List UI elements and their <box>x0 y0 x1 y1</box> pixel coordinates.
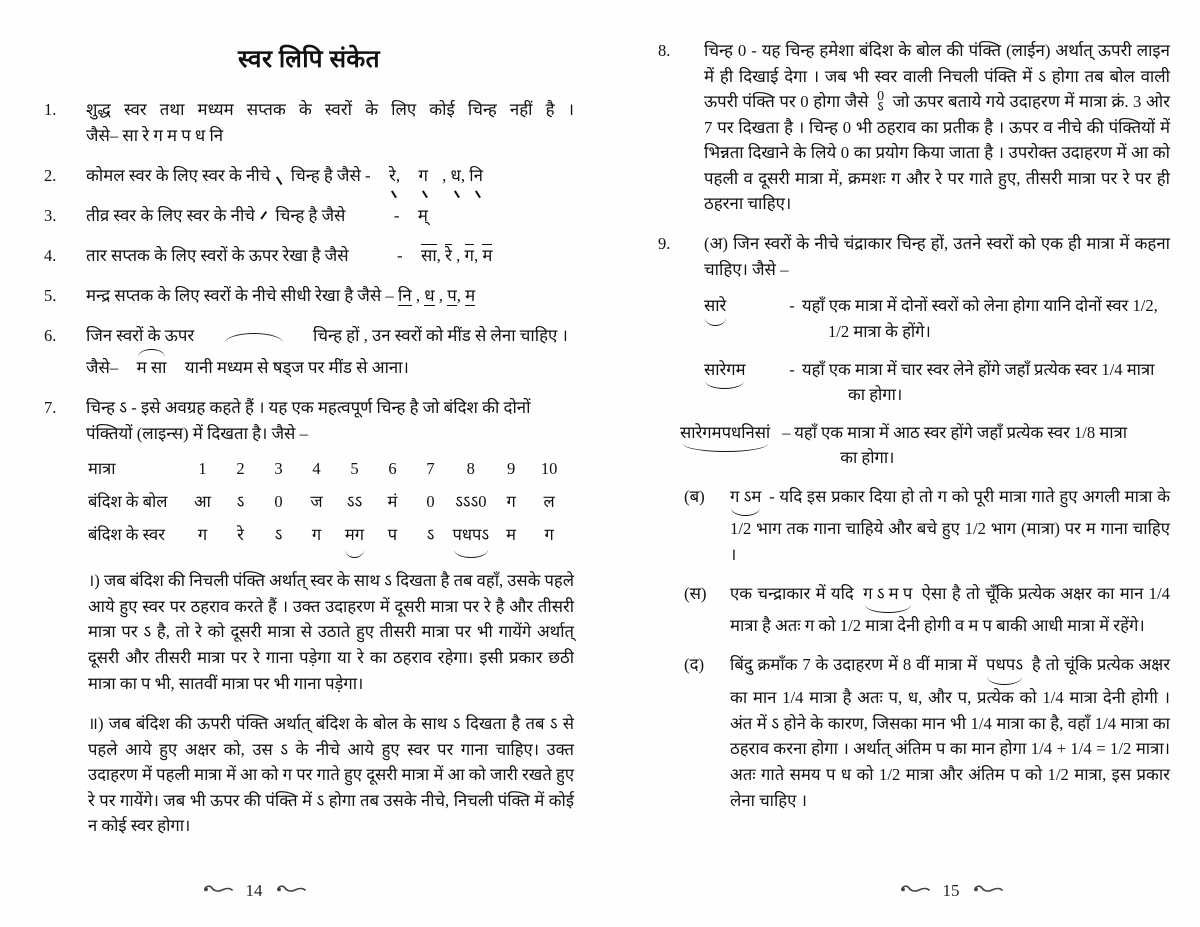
item-text: चिन्ह है जैसे - <box>290 165 371 185</box>
row-label: मात्रा <box>88 459 116 479</box>
swar-cell: ऽ <box>426 525 435 545</box>
item-number: 1. <box>44 100 57 119</box>
example-text-cont: का होगा। <box>848 384 903 404</box>
explanation-paragraph-2 <box>88 711 574 839</box>
bol-cell: ल <box>543 492 555 512</box>
list-item-9 <box>658 231 1170 282</box>
stacked-symbol <box>877 88 885 116</box>
item-body <box>704 38 1170 217</box>
lettered-text-before: बिंदु क्रमाँक 7 के उदाहरण में 8 वीं मात्रा में <box>730 655 978 675</box>
item-body <box>86 395 574 839</box>
page-title: स्वर लिपि संकेत <box>238 46 380 73</box>
item-number: 3. <box>44 205 57 225</box>
item-line: शुद्ध स्वर तथा मध्यम सप्तक के स्वरों के लिए कोई चिन्ह नहीं है । <box>86 100 574 119</box>
item-number: 8. <box>658 41 671 60</box>
chandra-term: सारेगमपधनिसां <box>680 420 770 452</box>
explanation-paragraph-1 <box>88 568 574 696</box>
matra-cell: 7 <box>426 459 435 479</box>
example-text-line: यहाँ एक मात्रा में दोनों स्वरों को लेना होगा यानि दोनों स्वर 1/2, <box>802 296 1158 316</box>
example-row-sare <box>704 293 1170 343</box>
lettered-text-before: एक चन्द्राकार में यदि <box>730 583 854 603</box>
example-text <box>802 357 1170 407</box>
item-text: जिन स्वरों के ऊपर <box>86 325 195 345</box>
komal-example: नि <box>469 163 483 189</box>
item-body: कोमल स्वर के लिए स्वर के नीचे चिन्ह है जैसे - रे, ग , ध, नि <box>86 163 574 189</box>
letter-label: (स) <box>684 583 707 603</box>
example-text-cont: 1/2 मात्रा के होंगे। <box>828 321 931 341</box>
chandra-symbol: पधपऽ <box>986 652 1023 685</box>
item-text: चिन्ह है जैसे <box>275 205 346 225</box>
item-number: 2. <box>44 165 57 185</box>
dash: - <box>393 205 400 225</box>
bol-cell: मं <box>387 492 398 512</box>
matra-cell: 4 <box>312 459 321 479</box>
komal-example: ग <box>418 163 427 189</box>
mandra-saptak-example: प <box>447 285 457 305</box>
example-term <box>704 357 782 389</box>
taar-saptak-example: सा <box>420 245 437 265</box>
taar-saptak-example: म <box>482 245 493 265</box>
lettered-text <box>730 484 1170 568</box>
item-text: कोमल स्वर के लिए स्वर के नीचे <box>86 165 271 185</box>
teevra-mark-icon <box>259 205 271 221</box>
matra-cell: 5 <box>350 459 359 479</box>
swar-cell-grouped <box>335 518 373 558</box>
item-body <box>86 203 574 229</box>
right-page <box>600 0 1200 927</box>
sub-key: (अ) <box>704 234 728 254</box>
komal-example: ध <box>451 163 461 189</box>
bol-cell: 0 <box>426 492 435 512</box>
paragraph-text: जब बंदिश की ऊपरी पंक्ति अर्थात् बंदिश के बोल के साथ ऽ दिखता है तब ऽ से पहले आये हुए अक्षर को, उस ऽ के नीचे आये हुए स्वर पर गाना चाहिए। उक्त उदाहरण में पहली मात्रा में आ को ग पर गाते हुए दूसरी मात्रा में आ को जारी रखते हुए रे पर गायेंगे। जब भी ऊपर की पंक्ति में ऽ होगा तब उसके नीचे, निचली पंक्ति में कोई न कोई स्वर होगा। <box>88 714 574 836</box>
komal-example: रे <box>389 163 396 189</box>
item-text: चिन्ह हों , उन स्वरों को मींड से लेना चाहिए । <box>313 325 568 345</box>
right-page-footer <box>600 881 1200 901</box>
item-text-continued: जो ऊपर बताये गये उदाहरण में मात्रा क्रं. 3 ओर 7 पर दिखता है । चिन्ह 0 भी ठहराव का प्रतीक है । ऊपर व नीचे की पंक्तियों में भिन्नता दिखाने के लिये 0 का प्रयोग किया जाता है । उपरोक्त उदाहरण में आ को पहली व दूसरी मात्रा में, क्रमशः ग और रे पर गाते हुए, तीसरी मात्रा पर रे पर ही ठहरना चाहिए। <box>704 92 1170 214</box>
list-item-1 <box>44 97 574 148</box>
bol-cell: आ <box>194 492 211 512</box>
teevra-example: म् <box>417 205 428 225</box>
item-text: तीव्र स्वर के लिए स्वर के नीचे <box>86 205 255 225</box>
example-dash: – <box>782 423 791 443</box>
right-page-body <box>658 38 1170 857</box>
bol-cell: ऽ <box>236 492 245 512</box>
lettered-item-da <box>684 652 1170 813</box>
letter-label: (ब) <box>684 486 705 506</box>
matra-cell: 6 <box>388 459 397 479</box>
swar-cell: ग <box>197 525 208 545</box>
paragraph-marker: ।) <box>88 571 100 591</box>
item-body: मन्द्र सप्तक के लिए स्वरों के नीचे सीधी रेखा है जैसे – नि , ध , प, म <box>86 285 476 305</box>
swar-cell: ऽ <box>274 525 283 545</box>
matra-cell: 2 <box>236 459 245 479</box>
item-line: जैसे– सा रे ग म प ध नि <box>86 125 224 145</box>
left-page-body <box>44 38 574 857</box>
lettered-text-after: है तो चूंकि प्रत्येक अक्षर का मान 1/4 मात्रा है अतः प, ध, और प, प्रत्येक को 1/4 मात्रा देनी होगी । अंत में ऽ होने के कारण, जिसका मान भी 1/4 मात्रा का है, वहाँ 1/4 मात्रा का ठहराव करना होगा । अर्थात् अंतिम प का मान होगा 1/4 + 1/4 = 1/2 मात्रा। अतः गाते समय प ध को 1/2 मात्रा और अंतिम प को 1/2 मात्रा, इस प्रकार लेना चाहिए । <box>730 655 1171 810</box>
dash: - <box>396 245 403 265</box>
chandra-symbol: ग ऽ म प <box>863 581 912 614</box>
swar-cell: ग <box>311 525 322 545</box>
list-item-6 <box>44 323 574 381</box>
lettered-text <box>730 652 1170 813</box>
row-label: बंदिश के स्वर <box>88 525 165 545</box>
notation-table <box>88 452 574 558</box>
lettered-text-after: ऐसा है तो चूँकि प्रत्येक अक्षर का मान 1/4 मात्रा है अतः ग को 1/2 मात्रा देनी होगी व म प बाकी आधी मात्रा में रहेंगे। <box>730 583 1171 636</box>
matra-cell: 3 <box>274 459 283 479</box>
swar-cell: रे <box>237 525 244 545</box>
list-item-8 <box>658 38 1170 217</box>
item-line: चिन्ह ऽ - इसे अवग्रह कहते हैं । यह एक महत्वपूर्ण चिन्ह है जो बंदिश की दोनों <box>86 398 531 418</box>
ornament-left-icon <box>203 882 233 901</box>
item-line <box>86 348 574 381</box>
item-body <box>704 231 1170 282</box>
example-text-line: यहाँ एक मात्रा में चार स्वर लेने होंगे जहाँ प्रत्येक स्वर 1/4 मात्रा <box>802 359 1155 379</box>
item-text: तार सप्तक के लिए स्वरों के ऊपर रेखा है जैसे <box>86 245 349 265</box>
meend-example: म सा <box>137 348 167 381</box>
item-text: चिन्ह 0 - यह चिन्ह हमेशा बंदिश के बोल की पंक्ति (लाईन) अर्थात् ऊपरी लाइन में ही दिखाई देगा । जब भी स्वर वाली निचली पंक्ति में ऽ होगा तब बोल वाली ऊपरी पंक्ति पर 0 होगा जैसे <box>704 41 1170 112</box>
chandra-symbol: ग ऽम <box>730 484 761 517</box>
matra-cell: 9 <box>506 459 516 479</box>
chandra-term: सारेगम <box>704 357 746 389</box>
paragraph-text: जब बंदिश की निचली पंक्ति अर्थात् स्वर के साथ ऽ दिखता है तब वहाँ, उसके पहले आये हुए स्वर पर ठहराव करते हैं । उक्त उदाहरण में दूसरी मात्रा पर रे है और तीसरी मात्रा पर ऽ है, तो रे को दूसरी मात्रा से उठाते हुए तीसरी मात्रा पर भी गायेंगे अर्थात् दूसरी और तीसरी मात्रा पर रे गाना पड़ेगा या रे का ठहराव रहेगा। इसी प्रकार छठी मात्रा का प भी, सातवीं मात्रा पर भी गाना पड़ेगा। <box>88 571 574 693</box>
lettered-item-sa <box>684 581 1170 639</box>
chandra-term: सारे <box>704 293 726 325</box>
lettered-body: - यदि इस प्रकार दिया हो तो ग को पूरी मात्रा गाते हुए अगली मात्रा के 1/2 भाग तक गाना चाहिये और बचे हुए 1/2 भाग (मात्रा) पर म गाना चाहिए । <box>730 486 1171 565</box>
example-term <box>704 293 782 325</box>
taar-saptak-example: रे <box>445 245 452 265</box>
example-row-saregam <box>704 357 1170 407</box>
bol-cell: 0 <box>274 492 283 512</box>
matra-cell: 1 <box>198 459 207 479</box>
komal-mark-icon <box>275 165 287 181</box>
row-label: बंदिश के बोल <box>88 492 168 512</box>
ornament-left-icon <box>900 882 930 901</box>
mandra-saptak-example: म <box>465 285 476 305</box>
list-item-2 <box>44 163 574 189</box>
swar-cell: म <box>506 525 517 545</box>
stacked-symbol-top: 0 <box>877 88 885 104</box>
item-line: पंक्तियों (लाइन्स) में दिखता है। जैसे – <box>86 423 308 443</box>
chandra-group: पधपऽ <box>452 518 489 558</box>
chandra-group: मग <box>345 518 364 558</box>
taar-saptak-example: ग <box>464 245 474 265</box>
item-number: 5. <box>44 285 57 305</box>
example-dash: - <box>789 296 795 316</box>
letter-label: (द) <box>684 655 705 675</box>
table-row <box>88 485 568 518</box>
bol-cell: ग <box>506 492 516 512</box>
table-row <box>88 452 568 485</box>
lettered-text <box>730 581 1170 639</box>
lettered-item-ba <box>684 484 1170 568</box>
table-row <box>88 518 568 558</box>
swar-cell: प <box>387 525 398 545</box>
item-text: यानी मध्यम से षड्ज पर मींड से आना। <box>184 358 409 378</box>
item-number: 7. <box>44 398 57 418</box>
example-dash: - <box>789 359 795 379</box>
swar-cell: ग <box>544 525 554 545</box>
example-text <box>794 420 1170 470</box>
mandra-saptak-example: ध <box>424 285 435 305</box>
item-text: मन्द्र सप्तक के लिए स्वरों के नीचे सीधी रेखा है जैसे – <box>86 285 394 305</box>
bol-cell: ऽऽऽ0 <box>455 492 487 512</box>
page-number: 15 <box>942 881 960 900</box>
paragraph-marker: ॥) <box>88 714 104 734</box>
item-text: जैसे– <box>86 358 119 378</box>
list-item-5 <box>44 283 574 309</box>
example-text-cont: का होगा। <box>840 448 895 468</box>
item-body: तार सप्तक के लिए स्वरों के ऊपर रेखा है जैसे - सा, रे , ग, म <box>86 245 493 265</box>
item-number: 9. <box>658 234 671 254</box>
example-text <box>802 293 1170 343</box>
page-number: 14 <box>245 881 263 900</box>
item-number: 4. <box>44 245 57 265</box>
left-page-footer <box>0 881 600 901</box>
item-body <box>86 97 574 148</box>
mandra-saptak-example: नि <box>398 285 412 305</box>
item-number: 6. <box>44 325 57 345</box>
example-term <box>680 420 778 452</box>
list-item-3 <box>44 203 574 229</box>
example-row-saregamapadhanisa <box>680 420 1170 470</box>
bol-cell: ज <box>310 492 323 512</box>
list-item-7 <box>44 395 574 839</box>
meend-arc-icon <box>225 330 283 344</box>
item-text: जिन स्वरों के नीचे चंद्राकार चिन्ह हों, उतने स्वरों को एक ही मात्रा में कहना चाहिए। जैसे – <box>704 234 1170 279</box>
example-text-line: यहाँ एक मात्रा में आठ स्वर होंगे जहाँ प्रत्येक स्वर 1/8 मात्रा <box>794 423 1128 443</box>
stacked-symbol-bottom: ऽ <box>877 100 884 116</box>
matra-cell: 8 <box>466 459 475 479</box>
bol-cell: ऽऽ <box>346 492 363 512</box>
swar-cell-grouped <box>449 518 492 558</box>
ornament-right-icon <box>276 882 306 901</box>
list-item-4 <box>44 243 574 269</box>
item-body <box>86 323 574 381</box>
ornament-right-icon <box>973 882 1003 901</box>
matra-cell: 10 <box>540 459 558 479</box>
item-line <box>86 323 574 349</box>
